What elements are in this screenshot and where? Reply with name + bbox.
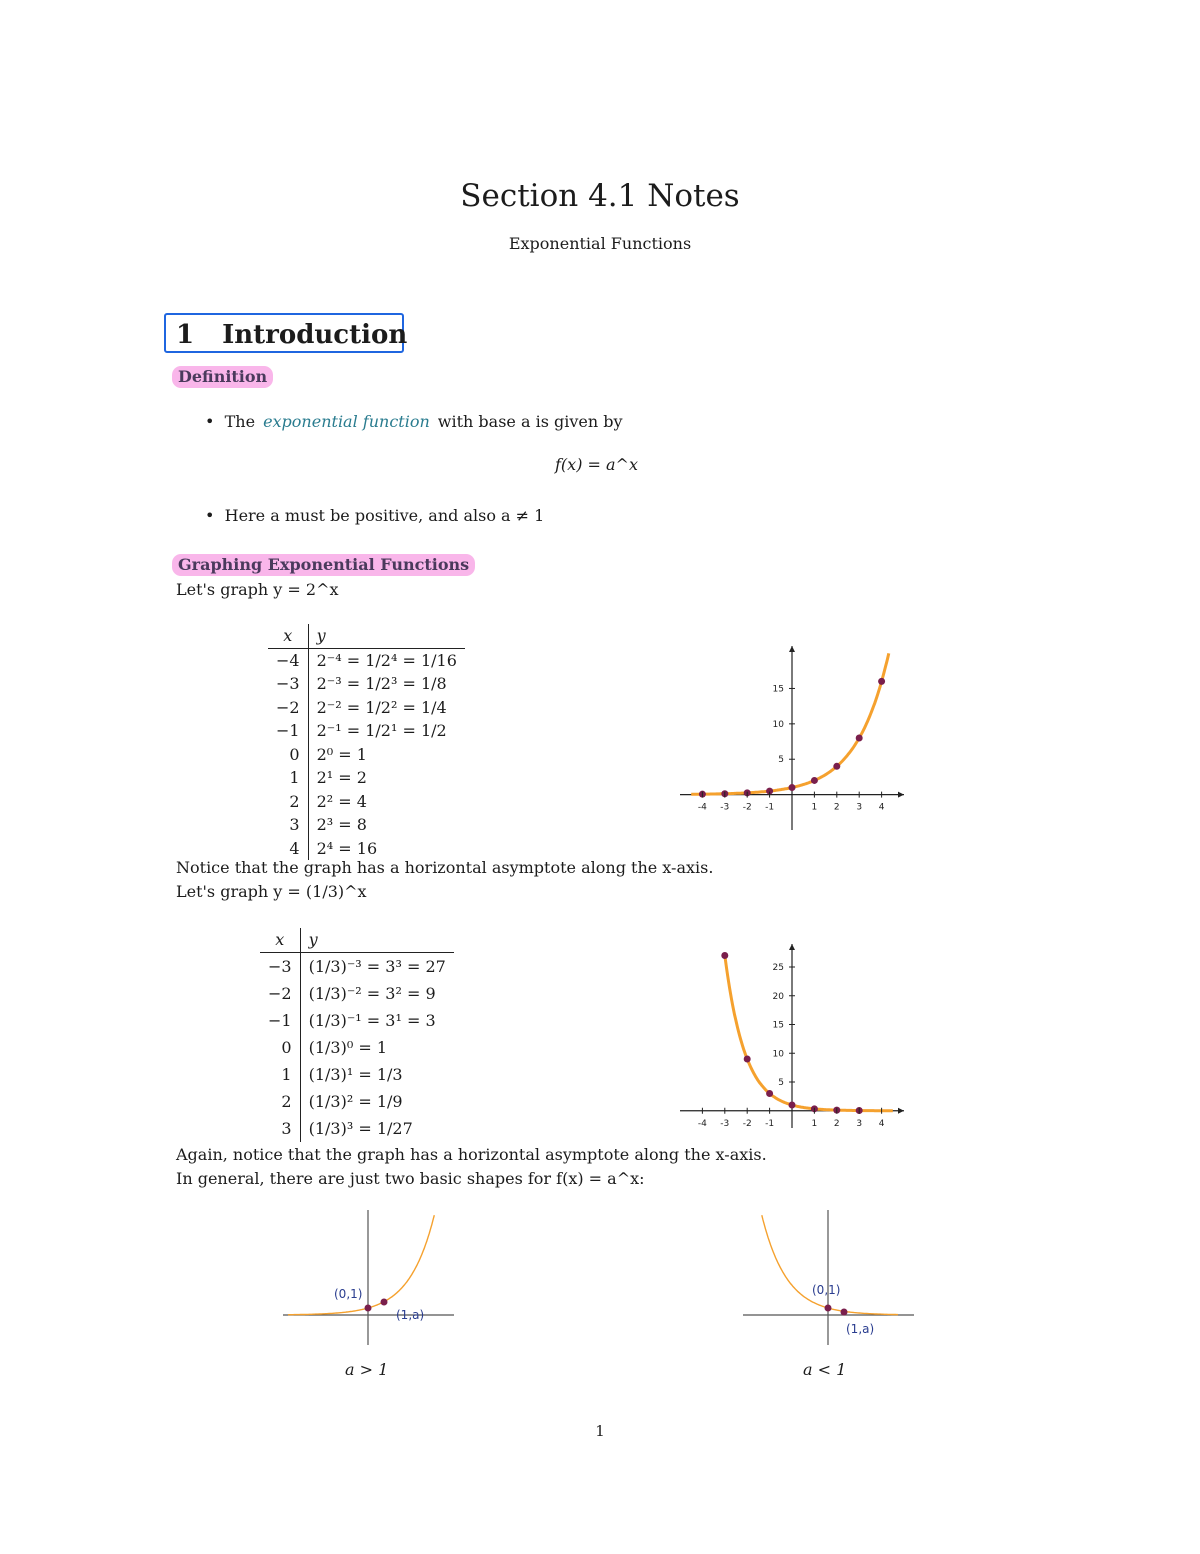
col-y-header: y [316, 626, 326, 646]
data-point [856, 735, 863, 742]
cell-x: 2 [268, 790, 308, 814]
data-point [744, 1056, 751, 1063]
table-row [268, 790, 465, 814]
formula: f(x) = a^x [555, 455, 638, 474]
intro-third-x: Let's graph y = (1/3)^x [176, 882, 367, 901]
label-1-a: (1,a) [396, 1308, 425, 1322]
x-tick-label: -3 [720, 1118, 730, 1129]
cell-y: (1/3)² = 1/9 [308, 1091, 403, 1111]
cell-y: 2⁻² = 1/2² = 1/4 [316, 697, 447, 717]
table-row [260, 1034, 454, 1061]
shape-chart-a-gt-1 [278, 1205, 458, 1350]
bullet2-text: Here a must be positive, and also a ≠ 1 [224, 506, 545, 525]
table-header-row [268, 624, 465, 648]
table-2x [268, 624, 465, 860]
y-tick-label: 5 [778, 755, 784, 766]
x-tick-label: -4 [697, 802, 707, 813]
cell-y: (1/3)⁰ = 1 [308, 1037, 387, 1057]
bullet-constraint: • Here a must be positive, and also a ≠ 1 [205, 506, 545, 525]
label-0-1: (0,1) [812, 1283, 841, 1297]
x-tick-label: 2 [833, 802, 840, 813]
label-1-a: (1,a) [846, 1322, 875, 1336]
values-table-third-x [260, 928, 454, 1142]
cell-y: (1/3)¹ = 1/3 [308, 1064, 403, 1084]
col-x-header: x [268, 624, 308, 648]
cell-y: (1/3)³ = 1/27 [308, 1118, 413, 1138]
table-row [268, 719, 465, 743]
caption-a-lt-1: a < 1 [803, 1360, 847, 1379]
bullet1-pre: The [224, 412, 256, 431]
cell-x: 0 [260, 1034, 300, 1061]
y-axis-arrow [789, 646, 795, 652]
cell-y: 2¹ = 2 [316, 768, 367, 788]
page-subtitle: Exponential Functions [508, 234, 692, 253]
chart-axes [680, 646, 904, 830]
y-tick-label: 10 [772, 1049, 784, 1060]
x-tick-label: -2 [742, 802, 752, 813]
cell-y: (1/3)⁻³ = 3³ = 27 [308, 956, 446, 976]
cell-x: −4 [268, 648, 308, 672]
cell-x: −1 [268, 719, 308, 743]
cell-y: 2² = 4 [316, 791, 367, 811]
chart-2x [672, 638, 912, 838]
table-row [268, 672, 465, 696]
table-row [268, 696, 465, 720]
table-row [260, 952, 454, 980]
x-tick-label: -1 [765, 1118, 775, 1129]
cell-x: 2 [260, 1088, 300, 1115]
curve-third-x [725, 953, 893, 1111]
cell-x: 3 [268, 813, 308, 837]
data-point [878, 678, 885, 685]
data-point [789, 1102, 796, 1109]
data-point [721, 952, 728, 959]
col-y-header: y [308, 930, 318, 950]
cell-x: 1 [268, 766, 308, 790]
values-table-2x [268, 624, 465, 860]
cell-y: 2⁻³ = 1/2³ = 1/8 [316, 674, 447, 694]
cell-x: −3 [268, 672, 308, 696]
cell-y: (1/3)⁻² = 3² = 9 [308, 983, 436, 1003]
shape-chart-a-lt-1 [738, 1205, 918, 1350]
x-tick-label: -3 [720, 802, 730, 813]
data-point [789, 784, 796, 791]
caption-a-gt-1: a > 1 [345, 1360, 389, 1379]
chart-axes [680, 944, 904, 1128]
cell-y: 2⁴ = 16 [316, 838, 378, 858]
point-1-a [841, 1309, 848, 1316]
cell-x: −2 [268, 696, 308, 720]
graphing-label: Graphing Exponential Functions [172, 554, 475, 576]
curve-decay [762, 1215, 898, 1314]
table-row [268, 648, 465, 672]
note-two-shapes: In general, there are just two basic shapes for f(x) = a^x: [176, 1169, 645, 1188]
note-asymptote-2: Again, notice that the graph has a horizontal asymptote along the x-axis. [176, 1145, 767, 1164]
data-point [766, 1090, 773, 1097]
page-number: 1 [595, 1422, 605, 1440]
x-tick-label: -2 [742, 1118, 752, 1129]
data-point [833, 763, 840, 770]
table-row [260, 1088, 454, 1115]
col-x-header: x [260, 928, 300, 952]
intro-2x: Let's graph y = 2^x [176, 580, 339, 599]
cell-y: 2⁻⁴ = 1/2⁴ = 1/16 [316, 650, 457, 670]
y-axis-arrow [789, 944, 795, 950]
y-tick-label: 10 [772, 719, 784, 730]
table-row [268, 837, 465, 861]
point-0-1 [825, 1305, 832, 1312]
table-header-row [260, 928, 454, 952]
cell-x: −2 [260, 980, 300, 1007]
definition-heading [172, 367, 273, 386]
x-tick-label: 1 [811, 802, 818, 813]
cell-x: 1 [260, 1061, 300, 1088]
x-axis-arrow [898, 1108, 904, 1114]
x-axis-arrow [898, 792, 904, 798]
cell-x: −1 [260, 1007, 300, 1034]
table-row [268, 743, 465, 767]
x-tick-label: -1 [765, 802, 775, 813]
table-row [268, 766, 465, 790]
section-number: 1 [176, 320, 195, 350]
cell-x: 0 [268, 743, 308, 767]
x-tick-label: 3 [856, 1118, 863, 1129]
cell-y: 2⁰ = 1 [316, 744, 367, 764]
definition-label: Definition [172, 366, 273, 388]
x-tick-label: 1 [811, 1118, 818, 1129]
x-tick-label: 3 [856, 802, 863, 813]
point-0-1 [365, 1305, 372, 1312]
x-tick-label: 4 [878, 1118, 885, 1129]
section-title: Introduction [222, 320, 408, 350]
cell-y: 2⁻¹ = 1/2¹ = 1/2 [316, 721, 447, 741]
table-row [260, 1007, 454, 1034]
x-tick-label: 4 [878, 802, 885, 813]
cell-x: −3 [260, 952, 300, 980]
cell-x: 3 [260, 1115, 300, 1142]
y-tick-label: 5 [778, 1078, 784, 1088]
point-1-a [381, 1299, 388, 1306]
page-title: Section 4.1 Notes [460, 178, 740, 214]
cell-y: 2³ = 8 [316, 815, 367, 835]
label-0-1: (0,1) [334, 1287, 363, 1301]
section-heading [164, 313, 408, 353]
note-asymptote-1: Notice that the graph has a horizontal asymptote along the x-axis. [176, 858, 714, 877]
bullet1-post: with base a is given by [437, 412, 623, 431]
x-tick-label: -4 [697, 1118, 707, 1129]
graphing-heading [172, 555, 475, 574]
y-tick-label: 15 [772, 684, 784, 695]
y-tick-label: 15 [772, 1020, 784, 1031]
y-tick-label: 20 [772, 991, 784, 1002]
y-tick-label: 25 [772, 963, 784, 973]
data-point [811, 777, 818, 784]
table-row [260, 980, 454, 1007]
cell-x: 4 [268, 837, 308, 861]
x-tick-label: 2 [833, 1118, 840, 1129]
table-row [260, 1061, 454, 1088]
table-row [260, 1115, 454, 1142]
keyword-exponential-function: exponential function [263, 412, 430, 431]
table-row [268, 813, 465, 837]
cell-y: (1/3)⁻¹ = 3¹ = 3 [308, 1010, 436, 1030]
bullet-definition: • The exponential function with base a is given by [205, 412, 623, 431]
chart-third-x [672, 936, 912, 1136]
table-third-x [260, 928, 454, 1142]
